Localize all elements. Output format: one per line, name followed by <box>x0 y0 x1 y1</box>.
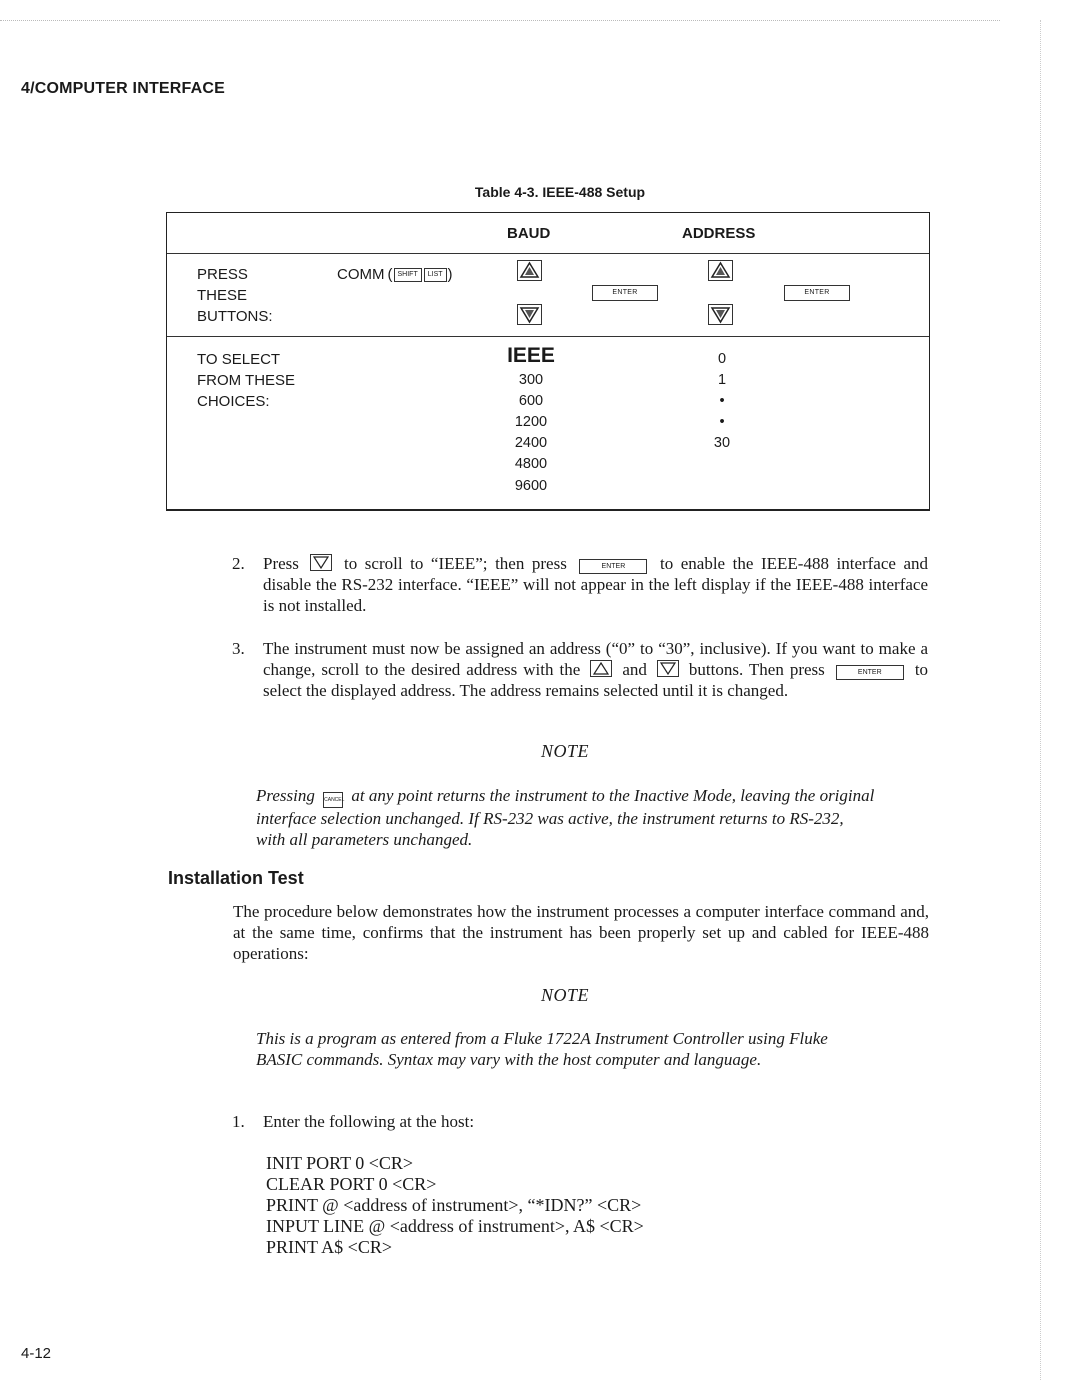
code-line: PRINT A$ <CR> <box>266 1237 392 1257</box>
header-rule <box>167 253 929 254</box>
step-text: to select the displayed address. The address remains selected until it is changed. <box>263 660 929 700</box>
address-choice: • <box>719 393 725 409</box>
step-text: to scroll to “IEEE”; then press <box>344 554 567 573</box>
paren-open: ( <box>387 266 393 283</box>
installation-test-heading: Installation Test <box>168 868 304 888</box>
step-text: buttons. Then press <box>688 660 825 679</box>
baud-choice: 600 <box>518 393 544 409</box>
step-text: Press <box>263 554 299 573</box>
press-line: THESE <box>197 287 248 304</box>
comm-key-combo <box>337 266 453 283</box>
step-1 <box>232 1111 928 1132</box>
code-line: INIT PORT 0 <CR> <box>266 1153 414 1173</box>
baud-choice: 300 <box>518 372 544 388</box>
enter-key-address: ENTER <box>784 285 850 301</box>
enter-key-icon: ENTER <box>579 559 647 574</box>
section-header: 4/COMPUTER INTERFACE <box>21 80 226 97</box>
enter-key-icon: ENTER <box>836 665 904 680</box>
ieee-setup-table <box>166 212 930 511</box>
column-header-address: ADDRESS <box>682 225 756 242</box>
top-rule <box>0 20 1000 21</box>
select-line: CHOICES: <box>197 393 270 410</box>
page-number: 4-12 <box>21 1345 52 1362</box>
step-number: 1. <box>232 1112 245 1131</box>
address-choice: 0 <box>717 351 727 367</box>
down-arrow-icon <box>657 660 679 677</box>
section-rule <box>167 336 929 337</box>
step-body: Enter the following at the host: <box>263 1112 475 1131</box>
down-arrow-icon <box>310 554 332 571</box>
address-down-arrow-icon <box>708 304 733 325</box>
baud-choice: 2400 <box>514 435 548 451</box>
up-arrow-icon <box>590 660 612 677</box>
list-key: LIST <box>424 268 447 282</box>
enter-key-baud: ENTER <box>592 285 658 301</box>
baud-choice: 1200 <box>514 414 548 430</box>
code-line: INPUT LINE @ <address of instrument>, A$ <CR> <box>266 1216 644 1236</box>
step-number: 3. <box>232 639 245 658</box>
select-line: TO SELECT <box>197 351 281 368</box>
step-text: and <box>622 660 647 679</box>
select-label <box>197 349 295 412</box>
note-text: Pressing <box>256 786 315 805</box>
comm-label: COMM <box>337 266 385 283</box>
press-label <box>197 264 273 327</box>
step-body <box>263 638 928 701</box>
step-number: 2. <box>232 554 245 573</box>
baud-choice: IEEE <box>507 344 555 367</box>
installation-intro: The procedure below demonstrates how the instrument processes a computer interface command and, at the same time, confirms that the instrument has been properly set up and cabled for IEEE-488 operations: <box>233 902 929 963</box>
note-title <box>0 741 1080 762</box>
code-line: PRINT @ <address of instrument>, “*IDN?” <CR> <box>266 1195 642 1215</box>
step-text: The instrument must now be assigned an address (“0” to “30”, inclusive). If you want to make a change, scroll to the desired address with the <box>263 639 928 679</box>
table-caption-text: Table 4-3. IEEE-488 Setup <box>474 184 646 200</box>
address-choice: • <box>719 414 725 430</box>
paren-close: ) <box>447 266 453 283</box>
cancel-key-icon: CANCEL <box>323 792 343 808</box>
column-header-baud: BAUD <box>507 225 551 242</box>
address-choice: 30 <box>713 435 731 451</box>
note-body <box>256 785 876 850</box>
baud-choice: 9600 <box>514 478 548 494</box>
note-title-text: NOTE <box>540 741 589 761</box>
step-text: to enable the IEEE-488 interface and disable the RS-232 interface. “IEEE” will not appear in the left display if the IEEE-488 interface is not installed. <box>263 554 929 615</box>
note-text: at any point returns the instrument to the Inactive Mode, leaving the original interface selection unchanged. If RS-232 was active, the instrument returns to RS-232, with all parameters unchanged. <box>256 786 875 849</box>
address-up-arrow-icon <box>708 260 733 281</box>
shift-key: SHIFT <box>394 268 422 282</box>
note-body: This is a program as entered from a Fluke 1722A Instrument Controller using Fluke BASIC commands. Syntax may vary with the host computer and language. <box>256 1029 828 1069</box>
note-title-text: NOTE <box>540 985 589 1005</box>
code-block <box>266 1153 644 1258</box>
address-choice: 1 <box>717 372 727 388</box>
press-line: PRESS <box>197 266 248 283</box>
right-margin-rule <box>1040 20 1041 1380</box>
table-caption <box>0 184 1080 200</box>
baud-down-arrow-icon <box>517 304 542 325</box>
note-title <box>0 985 1080 1006</box>
baud-up-arrow-icon <box>517 260 542 281</box>
press-line: BUTTONS: <box>197 308 273 325</box>
step-2 <box>232 553 928 616</box>
baud-choice: 4800 <box>514 456 548 472</box>
select-line: FROM THESE <box>197 372 296 389</box>
code-line: CLEAR PORT 0 <CR> <box>266 1174 437 1194</box>
step-3 <box>232 638 928 701</box>
step-body <box>263 553 928 616</box>
